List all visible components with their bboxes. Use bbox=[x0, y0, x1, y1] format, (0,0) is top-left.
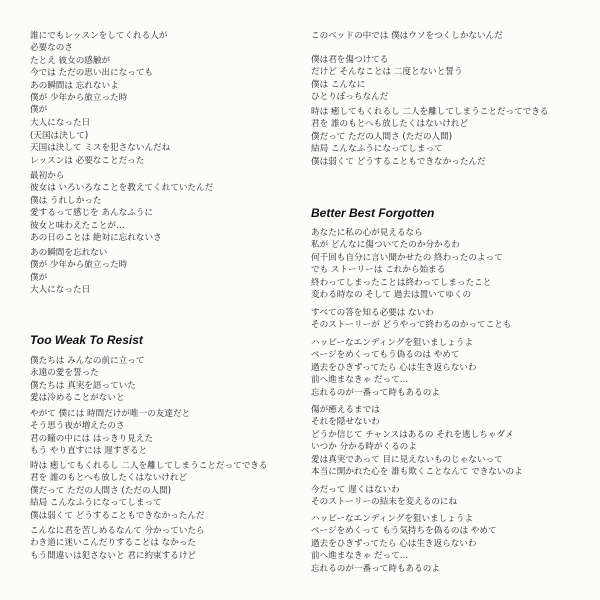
lyric-line: 愛は冷めることがないと bbox=[30, 393, 125, 404]
lyric-line: 僕だって ただの人間さ (ただの人間) bbox=[30, 485, 172, 496]
lyric-line: ページをめくってもう偽るのは やめて bbox=[311, 350, 460, 361]
lyric-line: 彼女と味わえたことが… bbox=[30, 220, 125, 231]
lyric-line: そのストーリーが どうやって終わるのかってことも bbox=[311, 320, 512, 331]
lyric-line: 僕が bbox=[30, 272, 48, 283]
lyric-line: あの日のことは 絶対に忘れないさ bbox=[30, 232, 162, 243]
lyric-line: もう やり直すには 遅すぎると bbox=[30, 446, 148, 457]
lyric-line: 君の瞳の中には はっきり見えた bbox=[30, 433, 154, 444]
lyric-line: 僕たちは みんなの前に立って bbox=[30, 356, 145, 366]
left-column bbox=[30, 0, 298, 600]
lyric-line: ハッピーなエンディングを狙いましょうよ bbox=[311, 338, 474, 348]
lyric-line: 結局 こんなふうになってしまって bbox=[311, 144, 443, 155]
stanza bbox=[311, 227, 579, 301]
stanza bbox=[30, 170, 298, 244]
lyric-line: 時は 癒してもくれるし 二人を離してしまうことだってできる bbox=[30, 461, 268, 471]
stanza bbox=[311, 30, 579, 42]
lyric-line: 時は 癒してもくれるし 二人を離してしまうことだってできる bbox=[311, 107, 549, 117]
lyric-line: 過去をひきずってたら 心は生き返らないわ bbox=[311, 538, 477, 549]
lyric-line: ひとりぼっちなんだ bbox=[311, 92, 389, 103]
stanza bbox=[311, 404, 579, 478]
lyric-line: 今では ただの思い出になっても bbox=[30, 68, 154, 79]
lyric-line: 結局 こんなふうになってしまって bbox=[30, 498, 162, 509]
lyric-line: 本当に開かれた心を 誰も欺くことなんて できないのよ bbox=[311, 466, 523, 477]
lyric-line: 忘れるのが一番って時もあるのよ bbox=[311, 387, 440, 398]
lyric-line: でも ストーリーは これから始まる bbox=[311, 265, 446, 276]
stanza bbox=[311, 337, 579, 399]
lyric-line: 僕は弱くて どうすることもできなかったんだ bbox=[30, 510, 205, 521]
lyric-line: たとえ 彼女の感触が bbox=[30, 55, 111, 66]
lyric-line: 誰にでもレッスンをしてくれる人が bbox=[30, 31, 168, 41]
lyric-line: 変わる時なの そして 過去は置いてゆくの bbox=[311, 289, 472, 300]
lyric-line: 大人になった日 bbox=[30, 117, 91, 128]
lyric-line: 彼女は いろいろなことを教えてくれていたんだ bbox=[30, 183, 214, 194]
lyric-line: 必要なのさ bbox=[30, 43, 73, 54]
right-column bbox=[311, 0, 579, 600]
lyric-line: 天国は決して ミスを犯さないんだね bbox=[30, 143, 171, 154]
lyric-line: 僕は弱くて どうすることもできなかったんだ bbox=[311, 156, 486, 167]
lyric-line: 僕は こんなに bbox=[311, 79, 366, 90]
lyric-line: あの瞬間は 忘れないよ bbox=[30, 80, 119, 91]
lyric-line: どうか信じて チャンスはあるの それを逃しちゃダメ bbox=[311, 429, 514, 440]
stanza bbox=[30, 355, 298, 405]
lyric-line: 愛するって感じを あんなふうに bbox=[30, 208, 154, 219]
lyric-line: 傷が癒えるまでは bbox=[311, 405, 380, 415]
lyric-line: 今だって 遅くはないわ bbox=[311, 485, 400, 495]
lyric-line: 僕が bbox=[30, 105, 48, 116]
lyric-line: 前へ進まなきゃ だって… bbox=[311, 551, 409, 562]
lyric-line: 僕は君を傷つけてる bbox=[311, 55, 389, 65]
lyric-line: ハッピーなエンディングを狙いましょうよ bbox=[311, 514, 474, 524]
stanza bbox=[311, 54, 579, 104]
lyric-line: もう間違いは犯さないと 君に約束するけど bbox=[30, 550, 197, 561]
lyric-line: こんなに君を苦しめるなんて 分かっていたら bbox=[30, 526, 205, 536]
stanza bbox=[311, 106, 579, 168]
lyric-line: 過去をひきずってたら 心は生き返らないわ bbox=[311, 362, 477, 373]
lyric-line: 永遠の愛を誓った bbox=[30, 368, 99, 379]
lyric-line: 僕は うれしかった bbox=[30, 195, 102, 206]
lyric-line: 終わってしまったことは終わってしまったこと bbox=[311, 277, 492, 288]
stanza bbox=[30, 525, 298, 562]
lyric-line: 僕たちは 真実を語っていた bbox=[30, 380, 136, 391]
lyric-line: 僕が 少年から旅立った時 bbox=[30, 260, 128, 271]
lyric-line: レッスンは 必要なことだった bbox=[30, 155, 145, 166]
lyric-line: 大人になった日 bbox=[30, 285, 91, 296]
stanza bbox=[30, 130, 298, 167]
lyric-line: 何千回も自分に言い聞かせたの 終わったのよって bbox=[311, 252, 503, 263]
song-title: Better Best Forgotten bbox=[311, 206, 435, 220]
lyric-line: あなたに私の心が見えるなら bbox=[311, 228, 423, 238]
lyric-line: あの瞬間を忘れない bbox=[30, 248, 108, 258]
lyric-line: 僕が 少年から旅立った時 bbox=[30, 92, 128, 103]
lyric-line: このベッドの中では 僕はウソをつくしかないんだ bbox=[311, 31, 503, 41]
lyric-line: 君を 誰のもとへも放したくはないけれど bbox=[311, 119, 469, 130]
lyric-line: すべての答を知る必要は ないわ bbox=[311, 308, 434, 318]
song-title: Too Weak To Resist bbox=[30, 333, 143, 347]
stanza bbox=[30, 408, 298, 458]
lyric-line: 私が どんなに傷ついてたのか分かるわ bbox=[311, 240, 460, 251]
lyric-line: 忘れるのが一番って時もあるのよ bbox=[311, 563, 440, 574]
stanza bbox=[30, 30, 298, 129]
lyric-line: だけど そんなことは 二度とないと誓う bbox=[311, 67, 463, 78]
lyric-line: 前へ進まなきゃ だって… bbox=[311, 375, 409, 386]
lyric-line: いつか 分かる時がくるのよ bbox=[311, 442, 417, 453]
lyric-line: 君を 誰のもとへも放したくはないけれど bbox=[30, 473, 188, 484]
lyric-line: そう思う夜が増えたのさ bbox=[30, 421, 125, 432]
lyric-line: ページをめくって もう気持ちを偽るのは やめて bbox=[311, 526, 497, 537]
stanza bbox=[311, 513, 579, 575]
lyric-line: 僕だって ただの人間さ (ただの人間) bbox=[311, 131, 453, 142]
lyric-line: やがて 僕には 時間だけが唯一の友達だと bbox=[30, 409, 191, 419]
stanza bbox=[30, 460, 298, 522]
stanza bbox=[311, 307, 579, 332]
stanza bbox=[30, 247, 298, 297]
lyric-line: それを隠せないわ bbox=[311, 417, 380, 428]
lyric-line: わき道に迷いこんだりすることは なかった bbox=[30, 538, 197, 549]
lyric-line: (天国は決して) bbox=[30, 131, 89, 141]
lyric-line: 最初から bbox=[30, 171, 65, 181]
lyric-line: 愛は真実であって 目に見えないものじゃないって bbox=[311, 454, 503, 465]
stanza bbox=[311, 484, 579, 509]
lyric-line: そのストーリーの結末を変えるのにね bbox=[311, 497, 458, 508]
